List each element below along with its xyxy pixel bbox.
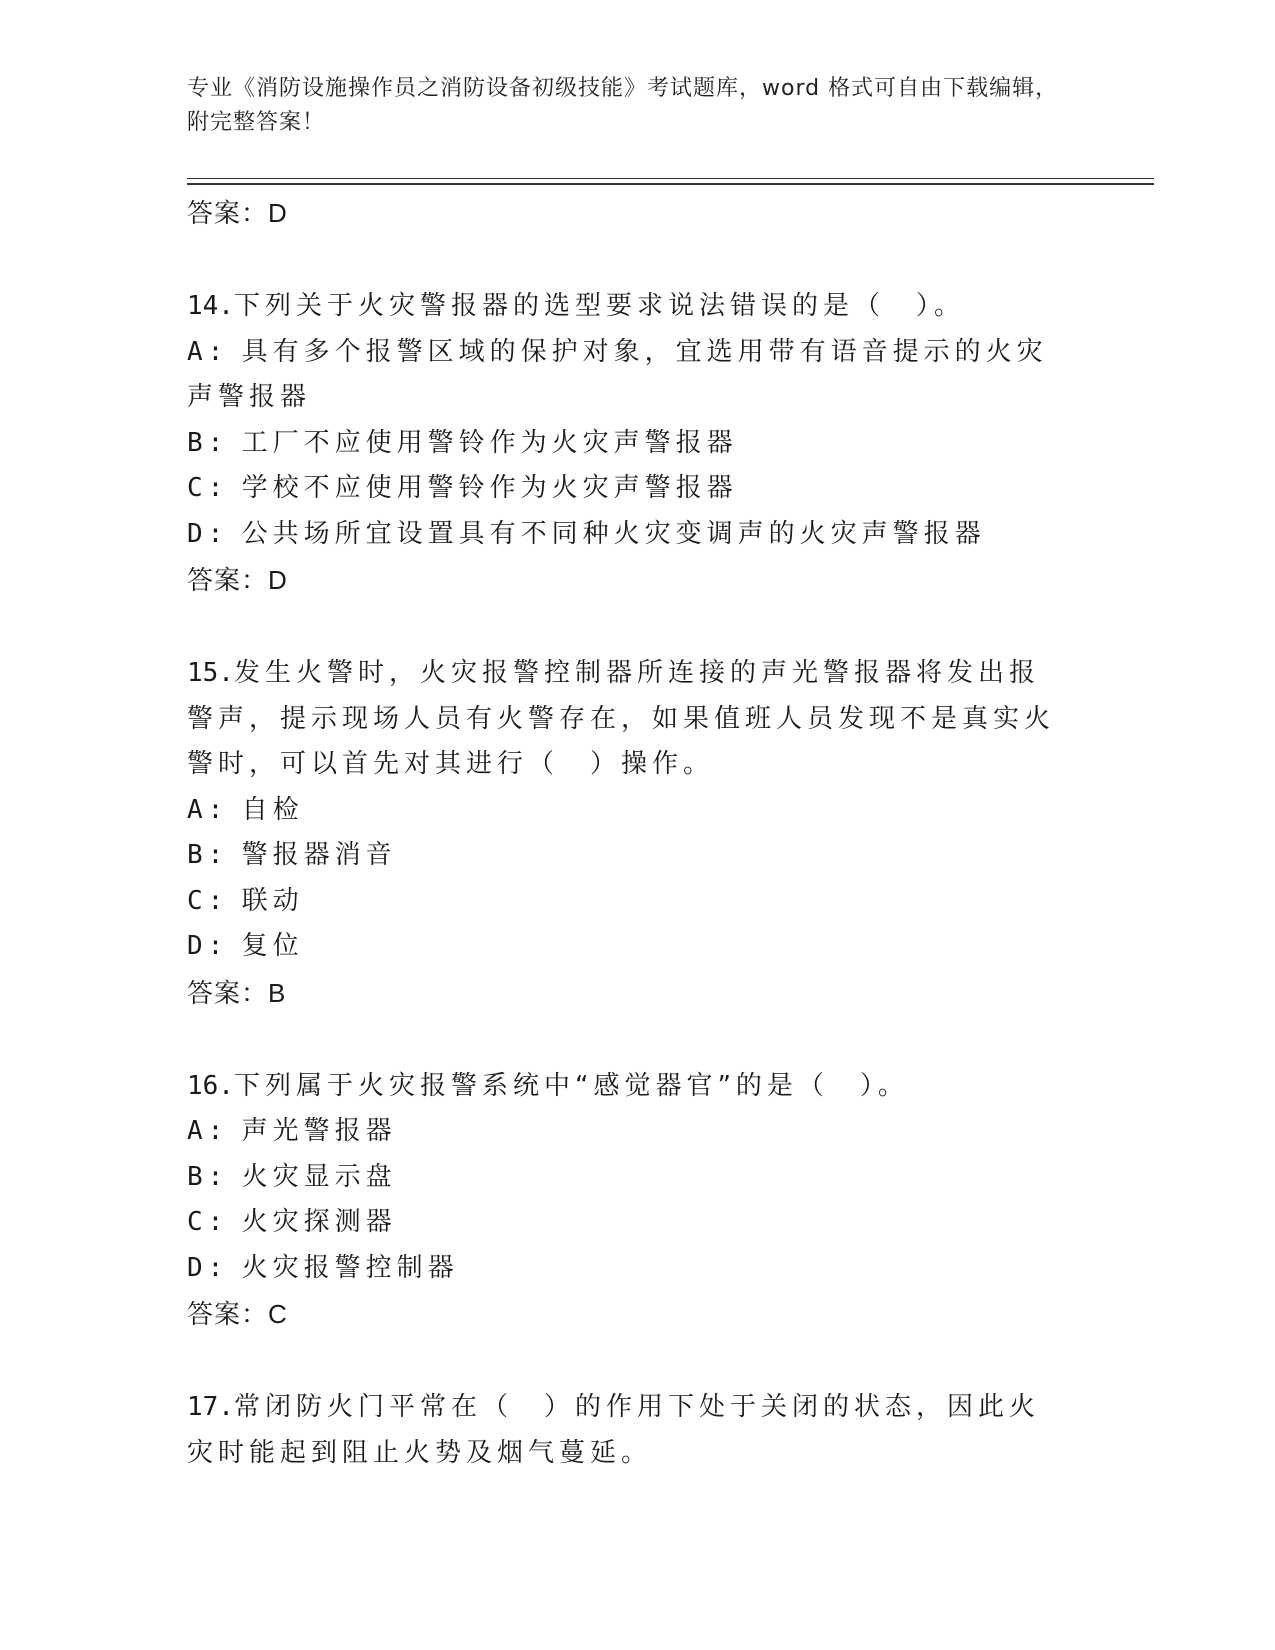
header-rule-thick	[187, 183, 1154, 185]
option-text: 联动	[241, 885, 304, 916]
option-text: 火灾报警控制器	[241, 1252, 459, 1283]
option-key: D:	[187, 931, 229, 961]
option-text: 具有多个报警区域的保护对象，宜选用带有语音提示的火灾声警报器	[187, 336, 1048, 412]
question-17	[187, 1385, 1147, 1476]
option-text: 火灾探测器	[241, 1207, 397, 1237]
question-14	[187, 284, 1147, 597]
option-key: A:	[187, 794, 229, 825]
question-text: 下列关于火灾警报器的选型要求说法错误的是（ ）。	[233, 291, 965, 321]
option-b	[187, 833, 1067, 879]
header-rule-thin	[187, 178, 1154, 179]
question-list	[187, 190, 1147, 1476]
option-text: 火灾显示盘	[241, 1161, 397, 1192]
option-key: D:	[187, 1252, 229, 1283]
option-key: B:	[187, 840, 229, 870]
question-text: 下列属于火灾报警系统中“感觉器官”的是（ ）。	[233, 1070, 909, 1101]
option-key: A:	[187, 1116, 229, 1146]
option-key: C:	[187, 1207, 229, 1237]
option-text: 工厂不应使用警铃作为火灾声警报器	[241, 427, 738, 458]
option-a	[187, 788, 1067, 834]
answer-line: 答案：C	[187, 1299, 288, 1329]
option-text: 学校不应使用警铃作为火灾声警报器	[241, 473, 738, 503]
option-d	[187, 1246, 1067, 1292]
option-a	[187, 1109, 1067, 1155]
question-number: 14.	[187, 291, 234, 321]
question-number: 15.	[187, 658, 234, 688]
option-b	[187, 1155, 1067, 1201]
question-stem	[187, 1385, 1067, 1476]
question-stem	[187, 651, 1067, 788]
option-key: C:	[187, 473, 229, 503]
option-key: D:	[187, 518, 229, 549]
question-15	[187, 651, 1147, 1010]
answer-line: 答案：D	[187, 198, 288, 228]
answer-line: 答案：B	[187, 977, 287, 1008]
option-text: 自检	[241, 794, 304, 825]
option-key: B:	[187, 1161, 229, 1192]
option-c	[187, 466, 1067, 512]
question-16	[187, 1064, 1147, 1332]
question-stem	[187, 284, 1067, 330]
option-key: A:	[187, 336, 229, 367]
option-d	[187, 512, 1067, 558]
question-stem	[187, 1064, 1067, 1110]
answer-line: 答案：D	[187, 565, 288, 595]
option-a	[187, 330, 1067, 421]
option-text: 声光警报器	[241, 1116, 397, 1146]
question-text: 发生火警时，火灾报警控制器所连接的声光警报器将发出报警声，提示现场人员有火警存在，如果值班人员发现不是真实火警时，可以首先对其进行（ ）操作。	[187, 658, 1056, 779]
question-text: 常闭防火门平常在（ ）的作用下处于关闭的状态，因此火灾时能起到阻止火势及烟气蔓延。	[187, 1392, 1040, 1468]
option-key: B:	[187, 427, 229, 458]
option-key: C:	[187, 885, 229, 916]
question-number: 17.	[187, 1392, 234, 1422]
question-number: 16.	[187, 1070, 234, 1101]
option-d	[187, 924, 1067, 970]
option-text: 复位	[241, 931, 304, 961]
option-text: 警报器消音	[241, 840, 397, 870]
option-c	[187, 879, 1067, 925]
option-b	[187, 421, 1067, 467]
document-header: 专业《消防设施操作员之消防设备初级技能》考试题库，word 格式可自由下载编辑，附完整答案！	[187, 76, 1059, 135]
option-text: 公共场所宜设置具有不同种火灾变调声的火灾声警报器	[241, 518, 986, 549]
option-c	[187, 1200, 1067, 1246]
